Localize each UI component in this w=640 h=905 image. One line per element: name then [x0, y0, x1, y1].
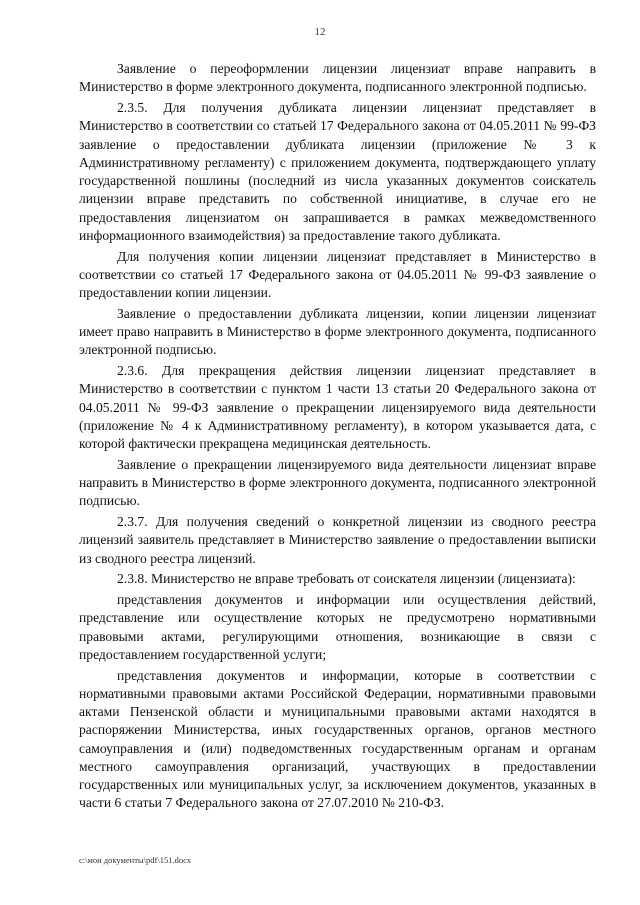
- paragraph: 2.3.6. Для прекращения действия лицензии лицензиат представляет в Министерство в соответствии с пунктом 1 части 13 статьи 20 Федерального закона от 04.05.2011 № 99-ФЗ заявление о прекращении лицензируемого вида деятельности (приложение № 4 к Административному регламенту), в котором указывается дата, с которой фактически прекращена медицинская деятельность.: [79, 363, 596, 451]
- paragraph: Заявление о предоставлении дубликата лицензии, копии лицензии лицензиат имеет право направить в Министерство в форме электронного документа, подписанного электронной подписью.: [79, 305, 596, 358]
- paragraph: представления документов и информации или осуществления действий, представление или осуществление которых не предусмотрено нормативными правовыми актами, регулирующими отношения, возникающие в связи с предоставлением государственной услуги;: [79, 592, 596, 662]
- paragraph: 2.3.8. Министерство не вправе требовать от соискателя лицензии (лицензиата):: [117, 571, 576, 587]
- page-number: 12: [314, 26, 326, 38]
- paragraph: Для получения копии лицензии лицензиат представляет в Министерство в соответствии со статьей 17 Федерального закона от 04.05.2011 № 99-ФЗ заявление о предоставлении копии лицензии.: [79, 248, 596, 300]
- paragraph: 2.3.5. Для получения дубликата лицензии лицензиат представляет в Министерство в соответствии со статьей 17 Федерального закона от 04.05.2011 № 99-ФЗ заявление о предоставлении дубликата лицензии (приложение № 3 к Административному регламенту) с приложением документа, подтверждающего уплату государственной пошлины (последний из числа указанных документов соискатель лицензии вправе представить по собственной инициативе, в случае его не предоставления лицензиатом он запрашивается в рамках межведомственного информационного взаимодействия) за предоставление такого дубликата.: [79, 100, 596, 243]
- paragraph: представления документов и информации, которые в соответствии с нормативными правовыми актами Российской Федерации, нормативными правовыми актами Пензенской области и муниципальными правовыми актами находятся в распоряжении Министерства, иных государственных органов, органов местного самоуправления и (или) подведомственных государственным органам и органам местного самоуправления организаций, участвующих в предоставлении государственных или муниципальных услуг, за исключением документов, указанных в части 6 статьи 7 Федерального закона от 27.07.2010 № 210-ФЗ.: [79, 667, 596, 811]
- paragraph: Заявление о переоформлении лицензии лицензиат вправе направить в Министерство в форме электронного документа, подписанного электронной подписью.: [79, 61, 596, 95]
- document-body: [79, 60, 596, 815]
- paragraph: 2.3.7. Для получения сведений о конкретной лицензии из сводного реестра лицензий заявитель представляет в Министерство заявление о предоставлении выписки из сводного реестра лицензий.: [79, 514, 596, 566]
- paragraph: Заявление о прекращении лицензируемого вида деятельности лицензиат вправе направить в Министерство в форме электронного документа, подписанного электронной подписью.: [79, 456, 596, 509]
- footer-file-path: c:\мои документы\pdf\151.docx: [79, 855, 192, 865]
